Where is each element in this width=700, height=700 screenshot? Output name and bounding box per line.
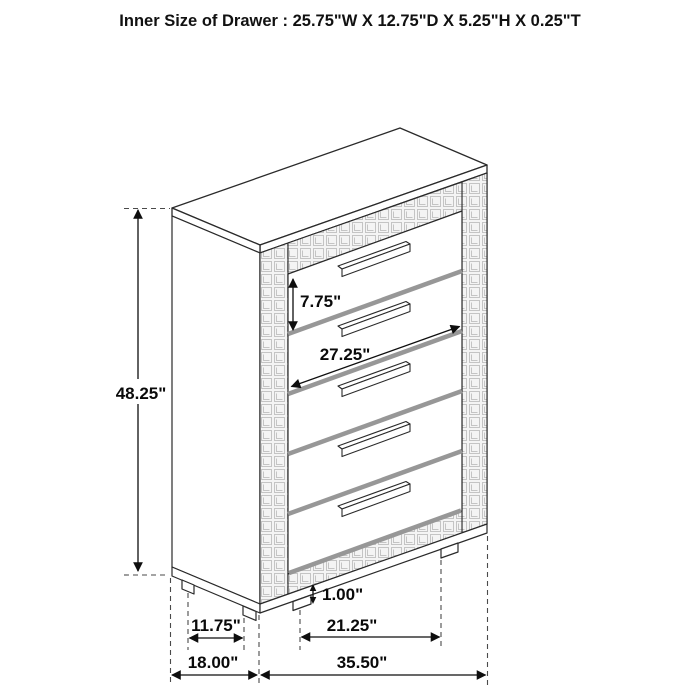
chest-illustration [172,128,487,621]
dim-label-drawer-height: 7.75" [300,292,342,311]
dim-label-overall-width: 35.50" [336,653,388,672]
dim-label-front-feet-spacing: 21.25" [326,616,378,635]
front-left-texture-band [260,243,288,604]
front-right-texture-band [462,173,487,533]
dim-overall-height [111,209,171,576]
dim-label-side-feet-spacing: 11.75" [191,616,241,635]
chest-side-panel [172,216,260,604]
dim-label-overall-height: 48.25" [115,384,167,403]
dim-label-overall-depth: 18.00" [187,653,239,672]
dim-label-foot-height: 1.00" [322,585,364,604]
dim-label-drawer-width: 27.25" [319,345,371,364]
diagram-title: Inner Size of Drawer : 25.75"W X 12.75"D X 5.25"H X 0.25"T [119,12,581,30]
